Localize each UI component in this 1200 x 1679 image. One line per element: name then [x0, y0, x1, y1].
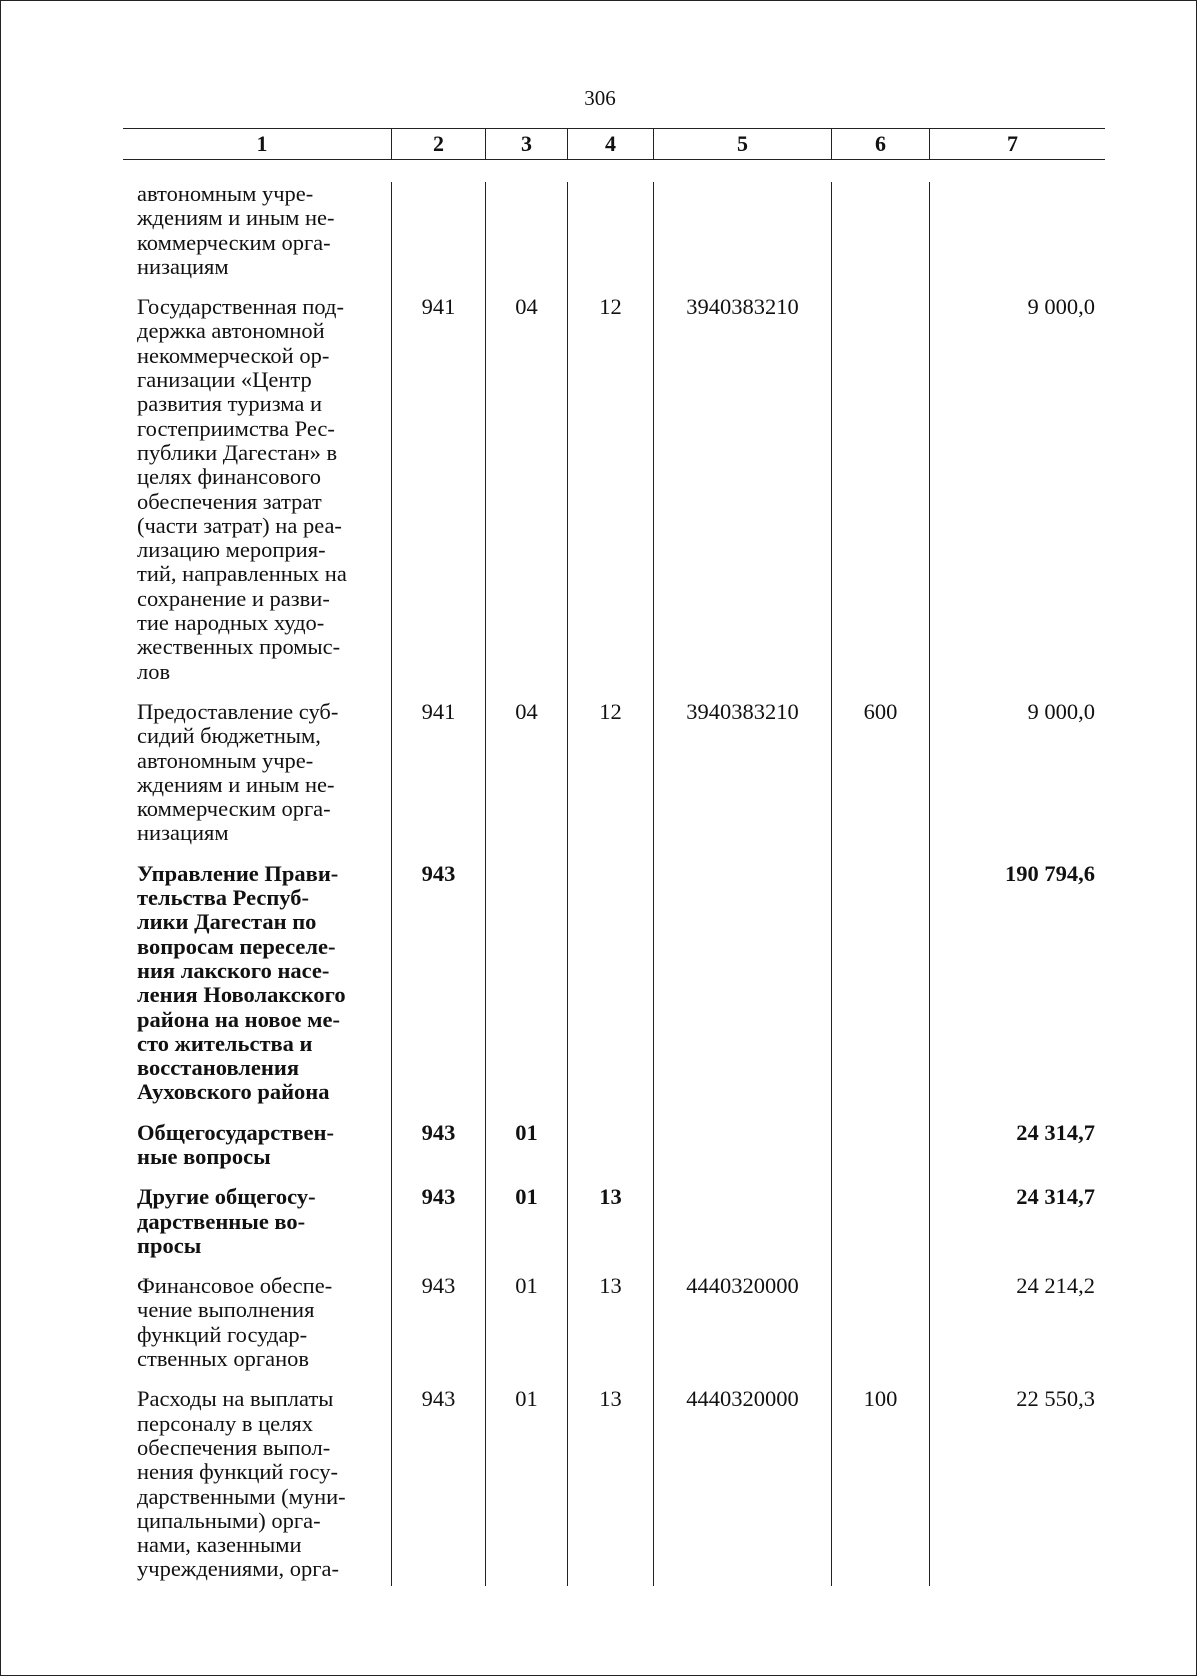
item-name-line: держка автономной	[137, 318, 325, 344]
item-name-line: учреждениями, орга-	[137, 1556, 339, 1582]
item-name-line: ления Новолакского	[137, 982, 346, 1008]
item-name-line: тие народных худо-	[137, 610, 325, 636]
column-header-3: 3	[485, 129, 567, 159]
table-row	[123, 1179, 1105, 1268]
item-name-line: просы	[137, 1232, 202, 1258]
table-row	[123, 182, 1105, 289]
budget-code-cell: 941	[391, 289, 485, 694]
item-name-cell	[123, 856, 391, 1115]
item-name-line: чение выполнения	[137, 1297, 315, 1323]
section-cell: 01	[485, 1115, 567, 1180]
item-name-line: обеспечения затрат	[137, 488, 322, 514]
item-name-line: Финансовое обеспе-	[137, 1273, 333, 1299]
expense-type-cell	[831, 856, 929, 1115]
table-row	[123, 694, 1105, 856]
table-header-row	[123, 128, 1105, 160]
item-name-line: нения функций госу-	[137, 1459, 338, 1485]
target-item-cell	[653, 182, 831, 289]
target-item-cell	[653, 856, 831, 1115]
amount-cell: 24 214,2	[929, 1268, 1105, 1381]
amount-cell	[929, 182, 1105, 289]
column-header-6: 6	[831, 129, 929, 159]
item-name-line: дарственными (муни-	[137, 1483, 346, 1509]
budget-code-cell: 941	[391, 694, 485, 856]
item-name-line: нами, казенными	[137, 1532, 302, 1558]
item-name-line: публики Дагестан» в	[137, 439, 338, 465]
subsection-cell: 13	[567, 1179, 653, 1268]
item-name-line: автономным учре-	[137, 181, 314, 206]
item-name-cell	[123, 1115, 391, 1180]
target-item-cell: 3940383210	[653, 694, 831, 856]
target-item-cell: 4440320000	[653, 1268, 831, 1381]
column-header-2: 2	[391, 129, 485, 159]
budget-code-cell: 943	[391, 1381, 485, 1585]
table-row	[123, 1268, 1105, 1381]
subsection-cell: 12	[567, 289, 653, 694]
item-name-line: восстановления	[137, 1055, 300, 1081]
section-cell: 01	[485, 1179, 567, 1268]
item-name-line: низациям	[137, 253, 229, 279]
section-cell: 04	[485, 289, 567, 694]
subsection-cell	[567, 182, 653, 289]
target-item-cell	[653, 1179, 831, 1268]
item-name-cell	[123, 182, 391, 289]
item-name-line: сохранение и разви-	[137, 585, 330, 611]
item-name-line: Государственная под-	[137, 294, 344, 320]
item-name-cell	[123, 1179, 391, 1268]
item-name-line: некоммерческой ор-	[137, 342, 330, 368]
item-name-line: Общегосударствен-	[137, 1119, 334, 1145]
item-name-cell	[123, 1381, 391, 1585]
item-name-line: Другие общегосу-	[137, 1184, 316, 1210]
item-name-cell	[123, 694, 391, 856]
item-name-cell	[123, 1268, 391, 1381]
amount-cell: 9 000,0	[929, 289, 1105, 694]
page-number: 306	[584, 86, 616, 110]
item-name-line: жественных промыс-	[137, 634, 341, 660]
amount-cell: 24 314,7	[929, 1179, 1105, 1268]
budget-table	[123, 128, 1105, 1586]
expense-type-cell	[831, 289, 929, 694]
item-name-line: лов	[137, 658, 171, 684]
expense-type-cell: 600	[831, 694, 929, 856]
expense-type-cell: 100	[831, 1381, 929, 1585]
item-name-line: ждениям и иным не-	[137, 771, 335, 797]
item-name-line: вопросам переселе-	[137, 933, 336, 959]
item-name-line: обеспечения выпол-	[137, 1434, 331, 1460]
item-name-line: коммерческим орга-	[137, 229, 331, 255]
item-name-line: гостеприимства Рес-	[137, 415, 335, 441]
budget-code-cell: 943	[391, 856, 485, 1115]
budget-code-cell: 943	[391, 1268, 485, 1381]
item-name-line: сидий бюджетным,	[137, 723, 321, 749]
amount-cell: 190 794,6	[929, 856, 1105, 1115]
table-row	[123, 289, 1105, 694]
item-name-line: Ауховского района	[137, 1079, 330, 1105]
budget-code-cell: 943	[391, 1115, 485, 1180]
section-cell	[485, 856, 567, 1115]
item-name-line: Расходы на выплаты	[137, 1386, 334, 1412]
expense-type-cell	[831, 182, 929, 289]
column-header-5: 5	[653, 129, 831, 159]
target-item-cell: 4440320000	[653, 1381, 831, 1585]
subsection-cell: 13	[567, 1268, 653, 1381]
item-name-line: развития туризма и	[137, 391, 323, 417]
budget-code-cell	[391, 182, 485, 289]
item-name-line: функций государ-	[137, 1321, 308, 1347]
column-header-7: 7	[929, 129, 1105, 159]
item-name-line: автономным учре-	[137, 747, 314, 773]
item-name-line: сто жительства и	[137, 1030, 313, 1056]
item-name-line: ные вопросы	[137, 1143, 271, 1169]
amount-cell: 22 550,3	[929, 1381, 1105, 1585]
item-name-line: района на новое ме-	[137, 1006, 340, 1032]
item-name-line: тельства Респуб-	[137, 885, 309, 911]
item-name-line: Управление Прави-	[137, 860, 339, 886]
item-name-line: низациям	[137, 820, 229, 846]
target-item-cell	[653, 1115, 831, 1180]
item-name-line: персоналу в целях	[137, 1410, 313, 1436]
item-name-line: (части затрат) на реа-	[137, 512, 342, 538]
section-cell	[485, 182, 567, 289]
table-row	[123, 856, 1105, 1115]
item-name-line: ждениям и иным не-	[137, 205, 335, 231]
subsection-cell	[567, 1115, 653, 1180]
item-name-line: ственных органов	[137, 1346, 310, 1372]
column-header-4: 4	[567, 129, 653, 159]
section-cell: 04	[485, 694, 567, 856]
item-name-line: лизацию мероприя-	[137, 537, 326, 563]
expense-type-cell	[831, 1179, 929, 1268]
item-name-line: ципальными) орга-	[137, 1507, 321, 1533]
table-row	[123, 1381, 1105, 1585]
section-cell: 01	[485, 1268, 567, 1381]
item-name-line: лики Дагестан по	[137, 909, 317, 935]
item-name-line: коммерческим орга-	[137, 796, 331, 822]
section-cell: 01	[485, 1381, 567, 1585]
subsection-cell: 13	[567, 1381, 653, 1585]
subsection-cell: 12	[567, 694, 653, 856]
subsection-cell	[567, 856, 653, 1115]
column-header-1: 1	[256, 131, 268, 156]
budget-code-cell: 943	[391, 1179, 485, 1268]
target-item-cell: 3940383210	[653, 289, 831, 694]
item-name-line: дарственные во-	[137, 1208, 306, 1234]
item-name-line: целях финансового	[137, 464, 322, 490]
expense-type-cell	[831, 1115, 929, 1180]
expense-type-cell	[831, 1268, 929, 1381]
amount-cell: 9 000,0	[929, 694, 1105, 856]
table-body	[123, 182, 1105, 1586]
item-name-line: ния лакского насе-	[137, 957, 330, 983]
item-name-cell	[123, 289, 391, 694]
amount-cell: 24 314,7	[929, 1115, 1105, 1180]
table-row	[123, 1115, 1105, 1180]
item-name-line: ганизации «Центр	[137, 367, 312, 393]
item-name-line: тий, направленных на	[137, 561, 347, 587]
item-name-line: Предоставление суб-	[137, 698, 339, 724]
